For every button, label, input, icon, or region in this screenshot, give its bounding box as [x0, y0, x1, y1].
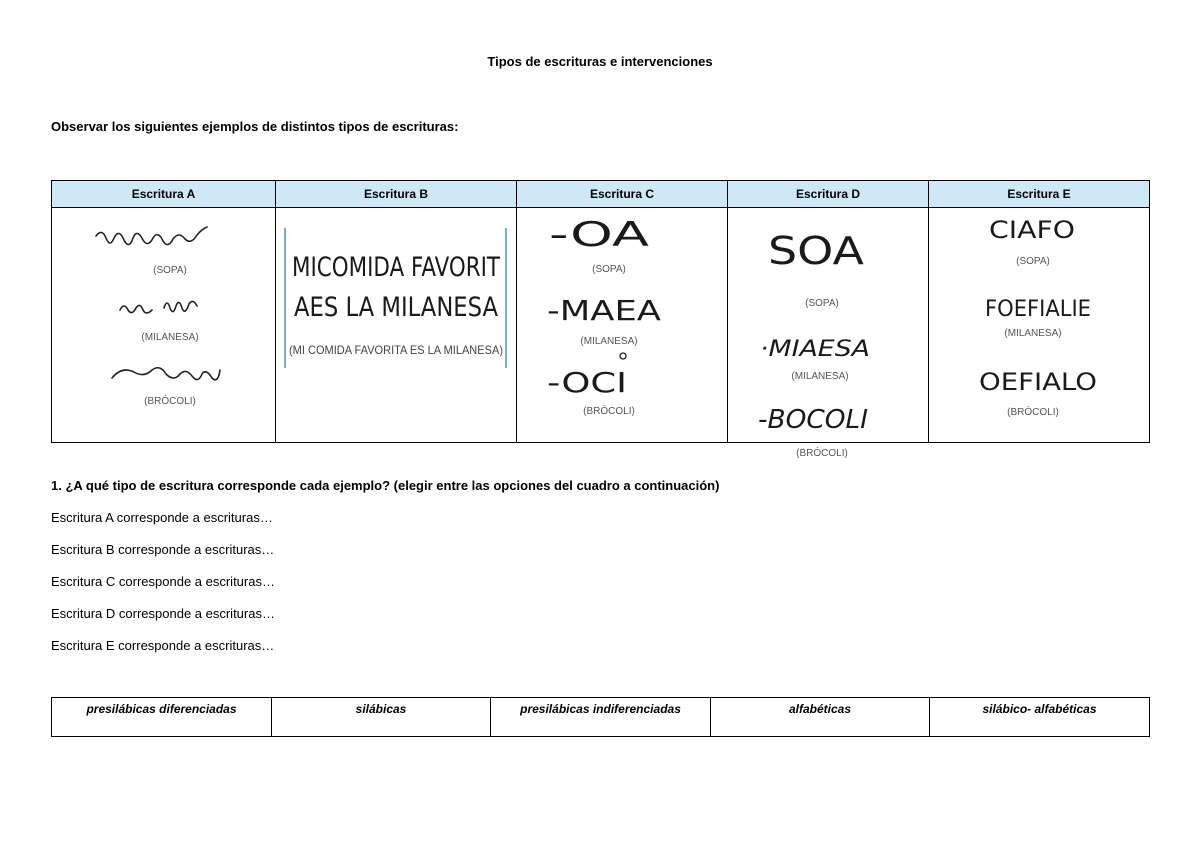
answer-line-b: Escritura B corresponde a escrituras…	[51, 542, 275, 557]
label-a-milanesa: (MILANESA)	[141, 332, 199, 343]
page-title: Tipos de escrituras e intervenciones	[487, 54, 713, 69]
header-escritura-d: Escritura D	[728, 181, 929, 208]
written-d-brocoli: -BOCOLI	[758, 405, 868, 435]
cell-escritura-a	[52, 208, 276, 443]
label-d-milanesa: (MILANESA)	[791, 371, 849, 382]
label-d-sopa: (SOPA)	[805, 298, 839, 309]
label-a-brocoli: (BRÓCOLI)	[144, 396, 196, 407]
intro-instruction: Observar los siguientes ejemplos de distintos tipos de escrituras:	[51, 119, 459, 134]
cell-escritura-c	[517, 208, 728, 443]
header-escritura-c: Escritura C	[517, 181, 728, 208]
handwriting-sample-b	[276, 208, 517, 442]
handwriting-sample-e	[929, 208, 1150, 442]
examples-header-row	[52, 181, 1150, 208]
header-escritura-a: Escritura A	[52, 181, 276, 208]
label-c-sopa: (SOPA)	[592, 264, 626, 275]
label-c-milanesa: (MILANESA)	[580, 336, 638, 347]
answer-line-c: Escritura C corresponde a escrituras…	[51, 574, 275, 589]
written-e-brocoli: OEFIALO	[979, 368, 1097, 396]
answer-line-a: Escritura A corresponde a escrituras…	[51, 510, 273, 525]
written-c-brocoli: -OCI	[547, 366, 627, 399]
label-c-brocoli: (BRÓCOLI)	[583, 406, 635, 417]
label-e-milanesa: (MILANESA)	[1004, 328, 1062, 339]
option-presilabicas-indiferenciadas: presilábicas indiferenciadas	[491, 698, 711, 737]
question-1: 1. ¿A qué tipo de escritura corresponde cada ejemplo? (elegir entre las opciones del cuadro a continuación)	[51, 478, 720, 493]
written-d-sopa: SOA	[768, 229, 865, 273]
examples-body-row	[52, 208, 1150, 443]
options-table	[51, 697, 1150, 737]
answer-line-d: Escritura D corresponde a escrituras…	[51, 606, 275, 621]
option-silabico-alfabeticas: silábico- alfabéticas	[930, 698, 1150, 737]
handwriting-sample-a	[52, 208, 276, 442]
written-c-milanesa: -MAEA	[547, 294, 661, 327]
header-escritura-e: Escritura E	[929, 181, 1150, 208]
written-e-milanesa: FOEFIALIE	[985, 297, 1091, 322]
cell-escritura-d	[728, 208, 929, 459]
label-d-brocoli: (BRÓCOLI)	[796, 448, 848, 459]
written-c-sopa: -OA	[549, 215, 649, 255]
label-a-sopa: (SOPA)	[153, 265, 187, 276]
header-escritura-b: Escritura B	[276, 181, 517, 208]
written-d-milanesa: ·MIAESA	[760, 337, 870, 362]
label-e-brocoli: (BRÓCOLI)	[1007, 407, 1059, 418]
examples-table	[51, 180, 1150, 459]
handwriting-sample-c	[517, 208, 728, 442]
written-b-line1: MICOMIDA FAVORIT	[292, 252, 501, 283]
option-alfabeticas: alfabéticas	[711, 698, 930, 737]
label-b-frase: (MI COMIDA FAVORITA ES LA MILANESA)	[289, 343, 503, 357]
cell-escritura-b	[276, 208, 517, 443]
written-b-line2: AES LA MILANESA	[294, 292, 499, 323]
handwriting-sample-d	[728, 208, 929, 459]
option-silabicas: silábicas	[272, 698, 491, 737]
options-row	[52, 698, 1150, 737]
cell-escritura-e	[929, 208, 1150, 443]
label-e-sopa: (SOPA)	[1016, 256, 1050, 267]
option-presilabicas-diferenciadas: presilábicas diferenciadas	[52, 698, 272, 737]
answer-line-e: Escritura E corresponde a escrituras…	[51, 638, 275, 653]
written-e-sopa: CIAFO	[989, 216, 1075, 244]
